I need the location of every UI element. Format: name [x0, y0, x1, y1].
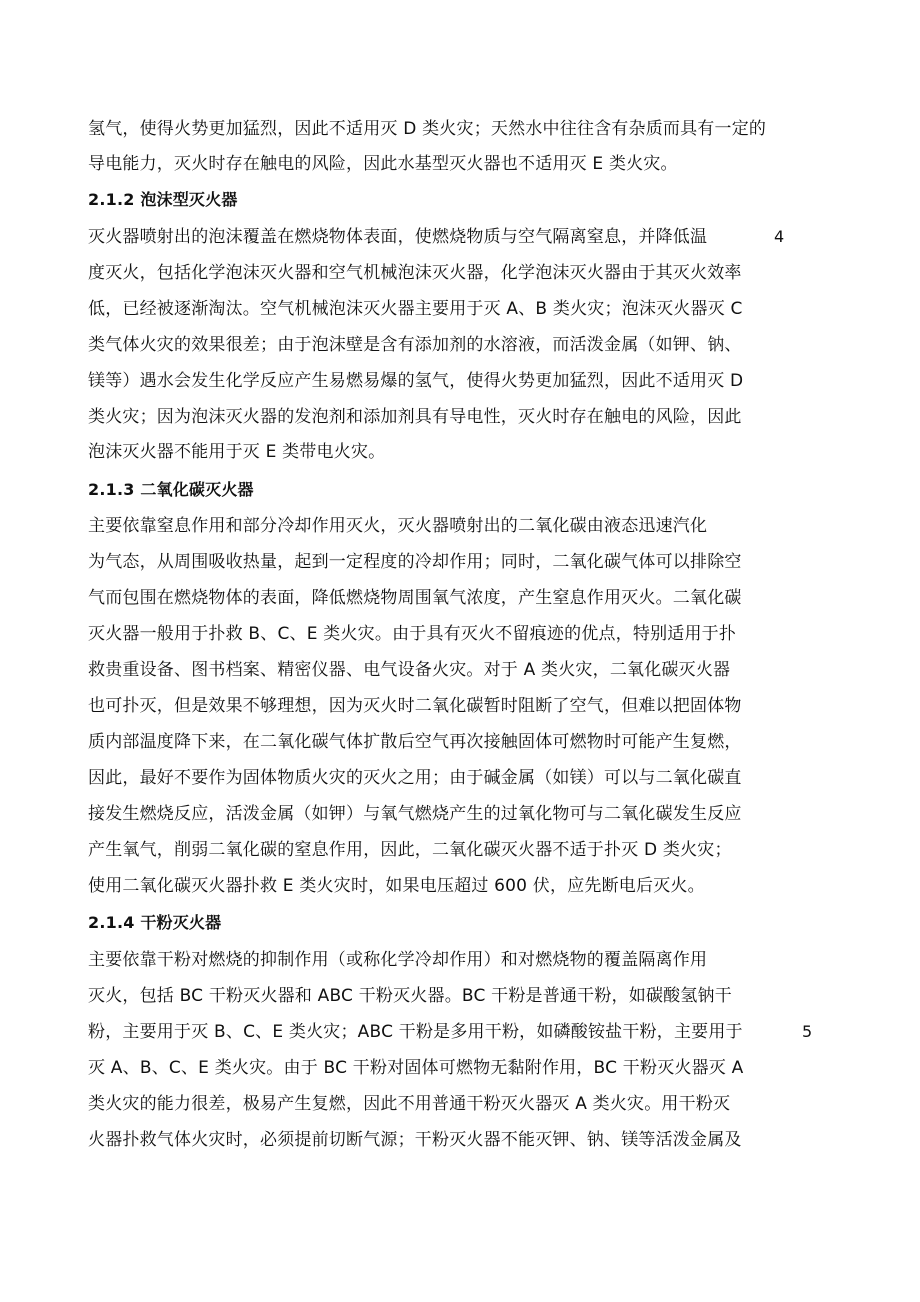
page-number: 5: [802, 1022, 813, 1041]
text-line: 救贵重设备、图书档案、精密仪器、电气设备火灾。对于 A 类火灾，二氧化碳灭火器: [88, 660, 731, 680]
text-line: 火器扑救气体火灾时，必须提前切断气源；干粉灭火器不能灭钾、钠、镁等活泼金属及: [88, 1130, 742, 1150]
text-line: 为气态，从周围吸收热量，起到一定程度的冷却作用；同时，二氧化碳气体可以排除空: [88, 552, 742, 572]
text-line: 也可扑灭，但是效果不够理想，因为灭火时二氧化碳暂时阻断了空气，但难以把固体物: [88, 696, 742, 716]
text-line: 质内部温度降下来，在二氧化碳气体扩散后空气再次接触固体可燃物时可能产生复燃，: [88, 732, 742, 752]
text-line: 灭火器一般用于扑救 B、C、E 类火灾。由于具有灭火不留痕迹的优点，特别适用于扑: [88, 624, 737, 644]
text-line: 镁等）遇水会发生化学反应产生易燃易爆的氢气，使得火势更加猛烈，因此不适用灭 D: [88, 371, 744, 391]
text-line: 类气体火灾的效果很差；由于泡沫壁是含有添加剂的水溶液，而活泼金属（如钾、钠、: [88, 335, 742, 355]
text-line: 主要依靠干粉对燃烧的抑制作用（或称化学冷却作用）和对燃烧物的覆盖隔离作用: [88, 950, 708, 970]
text-line: 粉，主要用于灭 B、C、E 类火灾；ABC 干粉是多用干粉，如磷酸铵盐干粉，主要用于: [88, 1022, 743, 1042]
text-line: 产生氧气，削弱二氧化碳的窒息作用，因此，二氧化碳灭火器不适于扑灭 D 类火灾；: [88, 840, 732, 860]
section-heading-2-1-3: 2.1.3 二氧化碳灭火器: [88, 480, 254, 499]
text-line: 灭火器喷射出的泡沫覆盖在燃烧物体表面，使燃烧物质与空气隔离窒息，并降低温: [88, 227, 708, 247]
text-line: 度灭火，包括化学泡沫灭火器和空气机械泡沫灭火器，化学泡沫灭火器由于其灭火效率: [88, 263, 742, 283]
page-number: 4: [774, 227, 785, 246]
text-line: 主要依靠窒息作用和部分冷却作用灭火，灭火器喷射出的二氧化碳由液态迅速汽化: [88, 516, 708, 536]
text-line: 气而包围在燃烧物体的表面，降低燃烧物周围氧气浓度，产生窒息作用灭火。二氧化碳: [88, 588, 742, 608]
section-heading-2-1-4: 2.1.4 干粉灭火器: [88, 913, 222, 932]
text-line: 氢气，使得火势更加猛烈，因此不适用灭 D 类火灾；天然水中往往含有杂质而具有一定的: [88, 119, 767, 139]
text-line: 类火灾的能力很差，极易产生复燃，因此不用普通干粉灭火器灭 A 类火灾。用干粉灭: [88, 1094, 731, 1114]
text-line: 接发生燃烧反应，活泼金属（如钾）与氧气燃烧产生的过氧化物可与二氧化碳发生反应: [88, 804, 742, 824]
text-line: 导电能力，灭火时存在触电的风险，因此水基型灭火器也不适用灭 E 类火灾。: [88, 154, 678, 174]
section-heading-2-1-2: 2.1.2 泡沫型灭火器: [88, 190, 238, 209]
text-line: 类火灾；因为泡沫灭火器的发泡剂和添加剂具有导电性，灭火时存在触电的风险，因此: [88, 407, 742, 427]
text-line: 泡沫灭火器不能用于灭 E 类带电火灾。: [88, 442, 386, 462]
text-line: 灭 A、B、C、E 类火灾。由于 BC 干粉对固体可燃物无黏附作用，BC 干粉灭火器灭 A: [88, 1058, 744, 1078]
text-line: 灭火，包括 BC 干粉灭火器和 ABC 干粉灭火器。BC 干粉是普通干粉，如碳酸氢钠干: [88, 986, 732, 1006]
text-line: 因此，最好不要作为固体物质火灾的灭火之用；由于碱金属（如镁）可以与二氧化碳直: [88, 768, 742, 788]
text-line: 使用二氧化碳灭火器扑救 E 类火灾时，如果电压超过 600 伏，应先断电后灭火。: [88, 876, 705, 896]
text-line: 低，已经被逐渐淘汰。空气机械泡沫灭火器主要用于灭 A、B 类火灾；泡沫灭火器灭 C: [88, 299, 743, 319]
